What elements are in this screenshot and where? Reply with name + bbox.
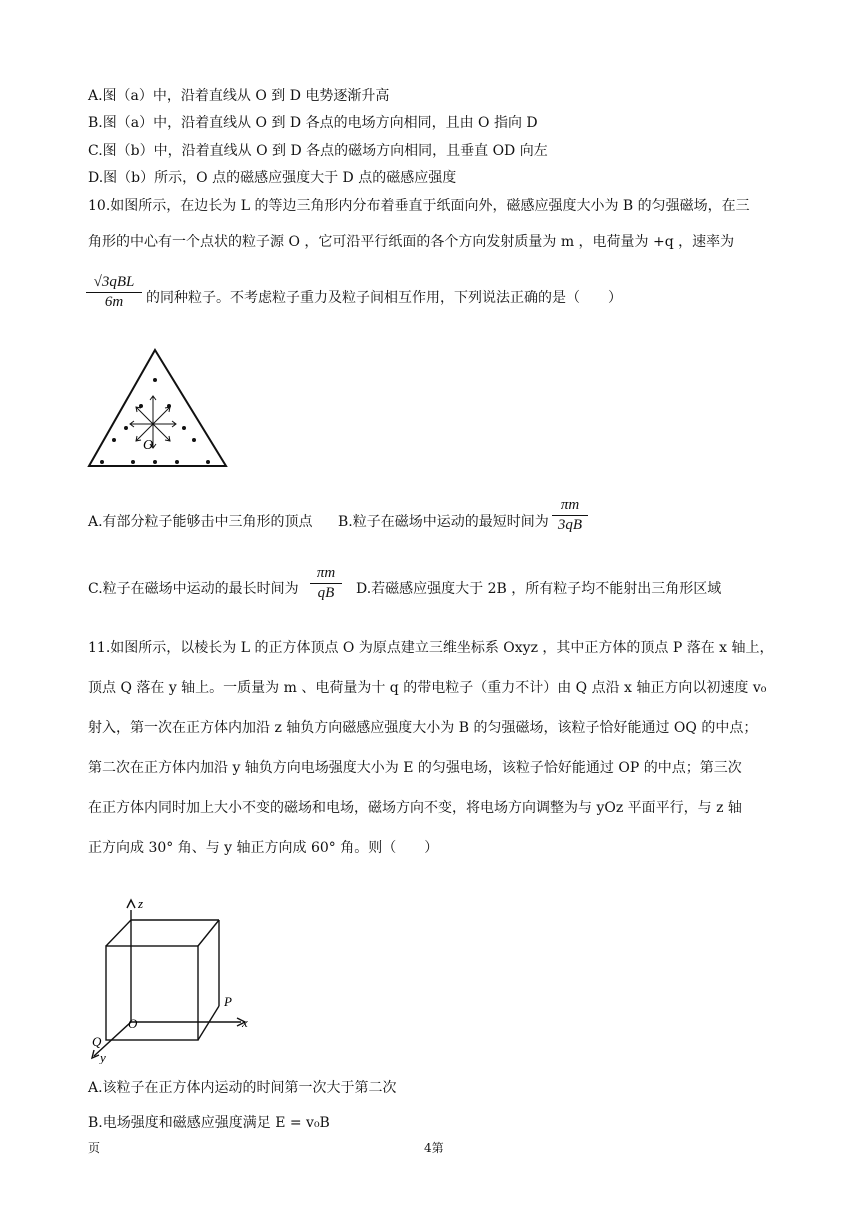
z-axis-arrow bbox=[127, 900, 135, 908]
q11-stem-line5: 在正方体内同时加上大小不变的磁场和电场，磁场方向不变，将电场方向调整为与 yOz 平面平行，与 z 轴 bbox=[88, 800, 742, 816]
q11-option-b: B.电场强度和磁感应强度满足 E = v₀B bbox=[88, 1115, 330, 1131]
q10-option-c-numerator: πm bbox=[316, 565, 336, 581]
q11-stem-line1: 11.如图所示，以棱长为 L 的正方体顶点 O 为原点建立三维坐标系 Oxyz ，其中正方体的顶点 P 落在 x 轴上， bbox=[88, 640, 774, 656]
cube-label-z: z bbox=[138, 896, 144, 911]
field-dots bbox=[100, 378, 210, 464]
q10-stem-line1: 10.如图所示，在边长为 L 的等边三角形内分布着垂直于纸面向外，磁感应强度大小为 B 的匀强磁场，在三 bbox=[88, 198, 750, 214]
cube-label-x: x bbox=[242, 1015, 248, 1030]
q9-option-a: A.图（a）中，沿着直线从 O 到 D 电势逐渐升高 bbox=[88, 88, 390, 104]
q11-stem-line4: 第二次在正方体内加沿 y 轴负方向电场强度大小为 E 的匀强电场，该粒子恰好能通过 OP 的中点；第三次 bbox=[88, 760, 742, 776]
q10-option-b-fraction bbox=[552, 497, 588, 534]
cube-label-p: P bbox=[224, 994, 232, 1009]
q10-speed-numerator: √3qBL bbox=[93, 274, 135, 290]
q10-stem-line2: 角形的中心有一个点状的粒子源 O ，它可沿平行纸面的各个方向发射质量为 m ，电荷量为 +q ，速率为 bbox=[88, 234, 735, 250]
q11-cube-figure bbox=[86, 894, 256, 1064]
q10-option-d: D.若磁感应强度大于 2B ，所有粒子均不能射出三角形区域 bbox=[356, 581, 722, 597]
q11-stem-line3: 射入，第一次在正方体内加沿 z 轴负方向磁感应强度大小为 B 的匀强磁场，该粒子恰好能通过 OQ 的中点； bbox=[88, 720, 758, 736]
q10-option-c: C.粒子在磁场中运动的最长时间为 bbox=[88, 581, 299, 597]
q10-speed-fraction bbox=[86, 274, 142, 311]
q10-triangle-figure bbox=[86, 344, 232, 472]
q10-option-b-denominator: 3qB bbox=[557, 517, 583, 533]
cube-label-y: y bbox=[100, 1050, 106, 1064]
q9-option-d: D.图（b）所示，O 点的磁感应强度大于 D 点的磁感应强度 bbox=[88, 170, 457, 186]
q10-option-c-denominator: qB bbox=[317, 585, 335, 601]
triangle-label-o: O bbox=[143, 438, 154, 453]
q9-option-b: B.图（a）中，沿着直线从 O 到 D 各点的电场方向相同，且由 O 指向 D bbox=[88, 115, 538, 131]
footer-page-left: 页 bbox=[88, 1141, 101, 1155]
q11-option-a: A.该粒子在正方体内运动的时间第一次大于第二次 bbox=[88, 1080, 397, 1096]
q10-option-a: A.有部分粒子能够击中三角形的顶点 bbox=[88, 514, 313, 530]
cube-label-o: O bbox=[128, 1016, 138, 1031]
triangle-boundary bbox=[89, 350, 226, 466]
q10-speed-denominator: 6m bbox=[104, 294, 124, 310]
q9-option-c: C.图（b）中，沿着直线从 O 到 D 各点的磁场方向相同，且垂直 OD 向左 bbox=[88, 143, 548, 159]
q10-option-b-numerator: πm bbox=[560, 497, 580, 513]
cube-label-q: Q bbox=[92, 1034, 102, 1049]
q10-option-b: B.粒子在磁场中运动的最短时间为 bbox=[338, 514, 549, 530]
footer-page-number: 4第 bbox=[424, 1141, 444, 1155]
q10-stem-line3: 的同种粒子。不考虑粒子重力及粒子间相互作用，下列说法正确的是（ ） bbox=[146, 290, 622, 306]
q10-option-c-fraction bbox=[310, 565, 342, 602]
q11-stem-line6: 正方向成 30° 角、与 y 轴正方向成 60° 角。则（ ） bbox=[88, 840, 439, 856]
q11-stem-line2: 顶点 Q 落在 y 轴上。一质量为 m 、电荷量为十 q 的带电粒子（重力不计）由 Q 点沿 x 轴正方向以初速度 v₀ bbox=[88, 680, 767, 696]
